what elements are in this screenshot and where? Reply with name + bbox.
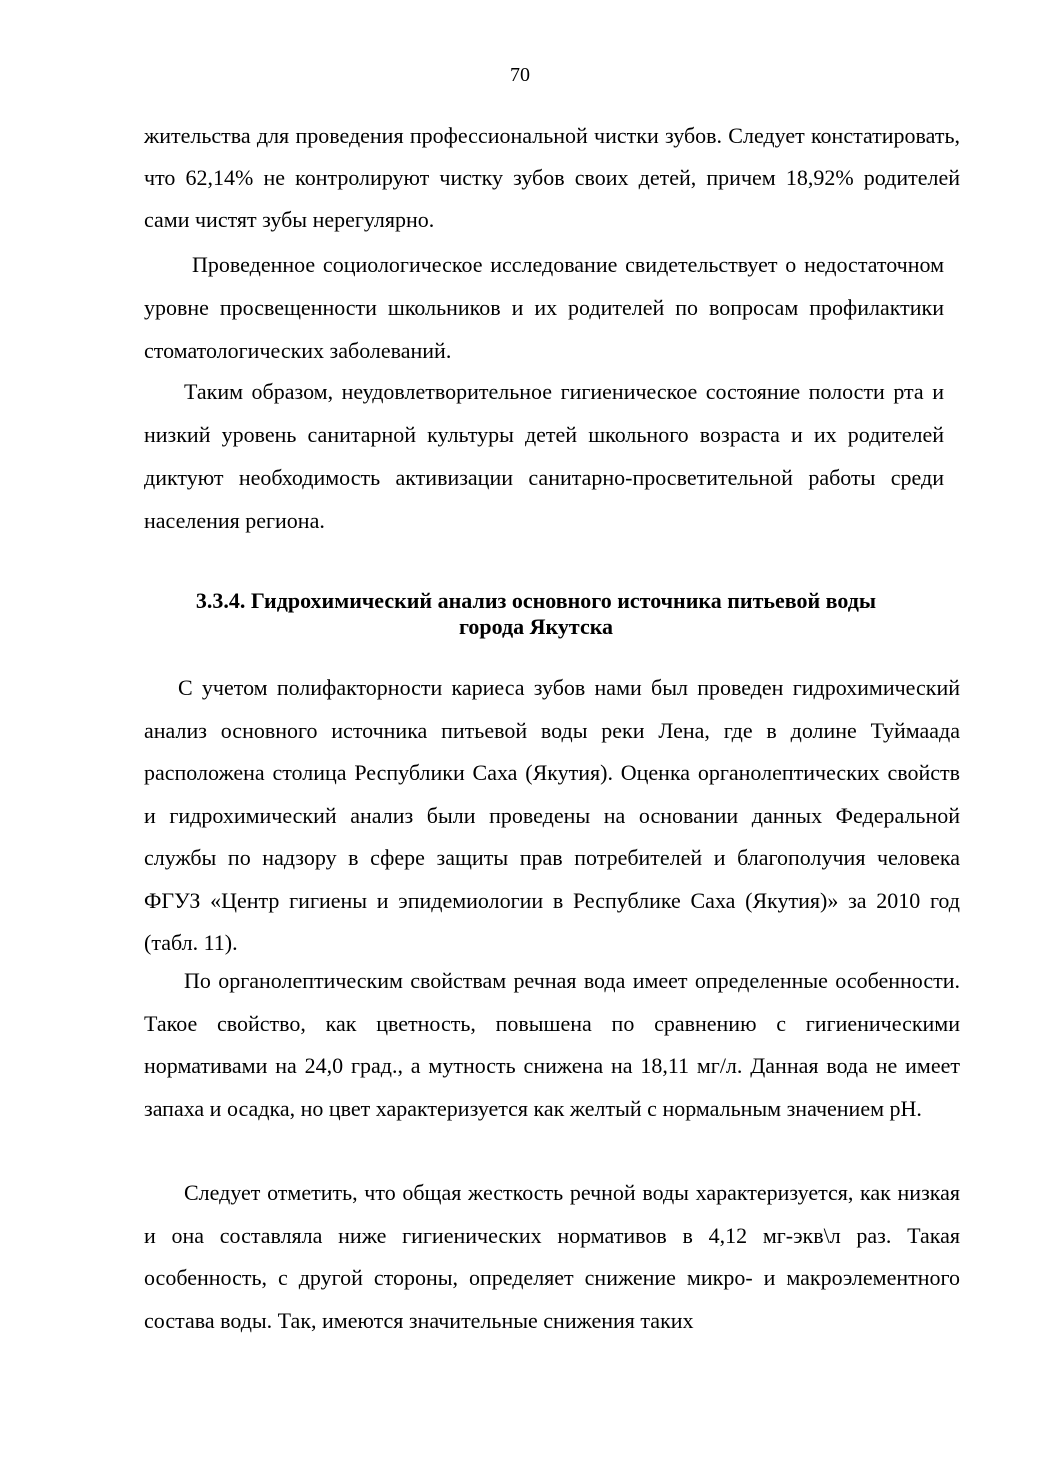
paragraph-summary: Таким образом, неудовлетворительное гигиеническое состояние полости рта и низкий уровень санитарной культуры детей школьного возраста и их родителей диктуют необходимость активизации санитарно-просветительной работы среди населения региона. bbox=[144, 379, 944, 533]
paragraph-hardness: Следует отметить, что общая жесткость речной воды характеризуется, как низкая и она составляла ниже гигиенических нормативов в 4,12 мг-экв\л раз. Такая особенность, с другой стороны, определяет снижение микро- и макроэлементного состава воды. Так, имеются значительные снижения таких bbox=[144, 1180, 960, 1333]
paragraph-organoleptic: По органолептическим свойствам речная вода имеет определенные особенности. Такое свойство, как цветность, повышена по сравнению с гигиеническими нормативами на 24,0 град., а мутность снижена на 18,11 мг/л. Данная вода не имеет запаха и осадка, но цвет характеризуется как желтый с нормальным значением рН. bbox=[144, 968, 960, 1121]
section-heading-line-2: города Якутска bbox=[458, 614, 614, 639]
paragraph-survey-conclusion: Проведенное социологическое исследование свидетельствует о недостаточном уровне просвещенности школьников и их родителей по вопросам профилактики стоматологических заболеваний. bbox=[144, 252, 944, 363]
section-heading bbox=[144, 588, 928, 640]
paragraph-continuation: жительства для проведения профессиональной чистки зубов. Следует констатировать, что 62,14% не контролируют чистку зубов своих детей, причем 18,92% родителей сами чистят зубы нерегулярно. bbox=[144, 123, 960, 232]
section-heading-line-1: 3.3.4. Гидрохимический анализ основного источника питьевой воды bbox=[195, 588, 877, 613]
page-number: 70 bbox=[510, 64, 530, 86]
paragraph-analysis-intro: С учетом полифакторности кариеса зубов нами был проведен гидрохимический анализ основного источника питьевой воды реки Лена, где в долине Туймаада расположена столица Республики Саха (Якутия). Оценка органолептических свойств и гидрохимический анализ были проведены на основании данных Федеральной службы по надзору в сфере защиты прав потребителей и благополучия человека ФГУЗ «Центр гигиены и эпидемиологии в Республике Саха (Якутия)» за 2010 год (табл. 11). bbox=[144, 675, 960, 955]
